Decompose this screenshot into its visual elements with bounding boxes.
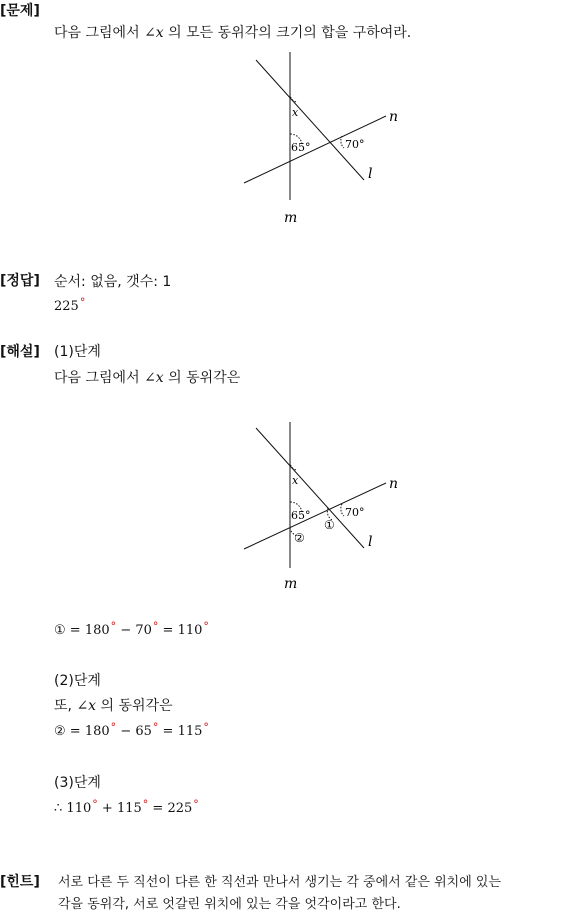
label-m: m (284, 576, 298, 592)
label-circle-2: ② (294, 531, 305, 545)
angle-sign: ∠ (144, 370, 156, 386)
minus: − (120, 724, 132, 739)
result: 225 (167, 801, 193, 816)
arc-x (290, 462, 297, 470)
step3-label: (3)단계 (54, 775, 101, 791)
circle-2: ② (54, 724, 66, 739)
degree-mark: ° (110, 721, 117, 734)
step2-text-before: 또, (54, 698, 72, 714)
hint-line-1: 서로 다른 두 직선이 다른 한 직선과 만나서 생기는 각 중에서 같은 위치에 있는 (58, 875, 502, 890)
degree-mark: ° (203, 620, 209, 633)
line-l (256, 60, 364, 180)
problem-text-before: 다음 그림에서 (54, 25, 140, 41)
step2-equation (54, 721, 209, 739)
equals: = (162, 623, 174, 638)
label-l: l (368, 534, 373, 550)
degree-mark: ° (92, 798, 98, 811)
equals: = (162, 724, 174, 739)
variable-x: x (88, 698, 97, 714)
hint-line-2: 각을 동위각, 서로 엇갈린 위치에 있는 각을 엇각이라고 한다. (58, 897, 401, 912)
step1-equation (54, 620, 209, 638)
equals: = (69, 724, 81, 739)
degree-mark: ° (142, 798, 149, 811)
line-l (256, 428, 364, 548)
arc-70 (341, 504, 344, 516)
label-70: 70° (345, 506, 365, 519)
plus: + (101, 801, 113, 816)
step2-text-after: 의 동위각은 (100, 698, 173, 714)
problem-text-after: 의 모든 동위각의 크기의 합을 구하여라. (168, 25, 412, 41)
operand-b: 115 (116, 801, 142, 816)
angle-sign: ∠ (144, 25, 156, 41)
step3-equation (54, 798, 199, 816)
result: 115 (177, 724, 203, 739)
step2-label: (2)단계 (54, 673, 101, 689)
equals: = (152, 801, 164, 816)
operand-b: 70 (135, 623, 152, 638)
operand-a: 180 (84, 623, 110, 638)
step1-text (54, 367, 240, 387)
solution-figure (236, 416, 416, 596)
degree-mark: ° (79, 296, 86, 309)
problem-tag: [문제] (0, 3, 40, 19)
operand-b: 65 (135, 724, 152, 739)
label-m: m (284, 210, 298, 226)
therefore-sign: ∴ (54, 801, 63, 816)
minus: − (120, 623, 132, 638)
step1-text-before: 다음 그림에서 (54, 370, 140, 386)
degree-mark: ° (152, 721, 159, 734)
operand-a: 180 (84, 724, 110, 739)
label-l: l (368, 166, 373, 182)
degree-mark: ° (152, 620, 159, 633)
variable-x: x (155, 25, 164, 41)
label-n: n (389, 476, 399, 492)
label-65: 65° (291, 509, 311, 522)
label-n: n (389, 109, 399, 125)
arc-x (290, 94, 297, 102)
answer-meta: 순서: 없음, 갯수: 1 (54, 274, 172, 290)
step1-label: (1)단계 (54, 344, 101, 360)
hint-tag: [힌트] (0, 874, 40, 890)
degree-mark: ° (110, 620, 117, 633)
degree-mark: ° (203, 721, 209, 734)
answer-value (54, 296, 85, 314)
degree-mark: ° (193, 798, 199, 811)
problem-text (54, 22, 411, 42)
variable-x: x (155, 370, 164, 386)
answer-tag: [정답] (0, 273, 40, 289)
label-65: 65° (291, 141, 311, 154)
label-70: 70° (345, 138, 365, 151)
result: 110 (177, 623, 203, 638)
step1-text-after: 의 동위각은 (168, 370, 241, 386)
angle-sign: ∠ (76, 698, 89, 714)
label-circle-1: ① (324, 518, 335, 532)
problem-figure (236, 50, 416, 230)
solution-tag: [해설] (0, 344, 40, 360)
label-x: x (292, 106, 299, 119)
operand-a: 110 (66, 801, 92, 816)
equals: = (69, 623, 81, 638)
step2-text (54, 695, 173, 715)
answer-number: 225 (54, 299, 79, 314)
circle-1: ① (54, 623, 66, 638)
label-x: x (292, 474, 299, 487)
arc-70 (341, 136, 344, 148)
